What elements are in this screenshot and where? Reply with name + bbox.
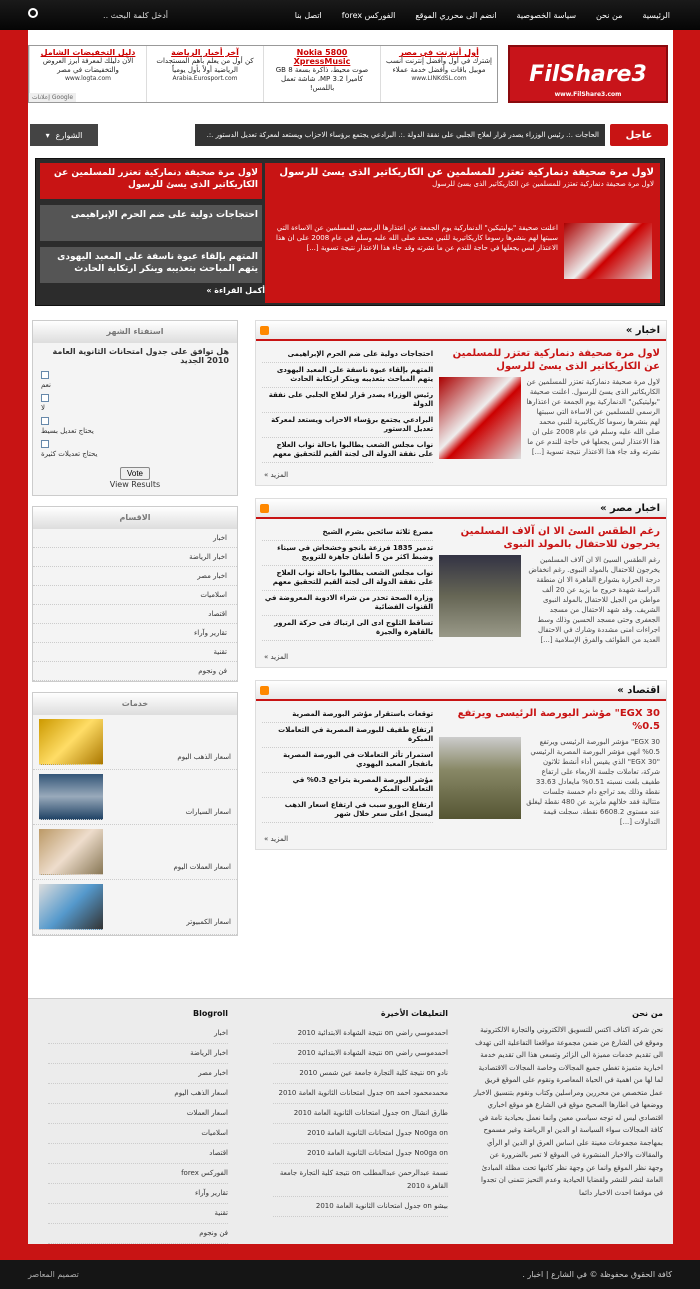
about-column xyxy=(473,1007,663,1199)
services-header: خدمات xyxy=(33,693,237,715)
site-logo[interactable] xyxy=(508,45,668,103)
ad-title[interactable]: أول أنترنت في مصر xyxy=(399,48,479,57)
section-header xyxy=(256,681,666,701)
section-lead xyxy=(433,525,660,645)
rss-icon[interactable] xyxy=(260,326,269,335)
vote-button[interactable]: Vote xyxy=(120,467,150,480)
blogroll-item[interactable]: اخبار الرياضة xyxy=(48,1044,228,1064)
nav-item-3[interactable]: انضم الى محرري الموقع xyxy=(415,10,497,20)
services-widget xyxy=(32,692,238,936)
ad-title[interactable]: دليل التخفيضات الشامل xyxy=(40,48,136,57)
lead-image[interactable] xyxy=(439,377,521,459)
blogroll-item[interactable]: تقنية xyxy=(48,1204,228,1224)
breaking-label: عاجل xyxy=(610,124,668,146)
categories-widget xyxy=(32,506,238,682)
comment-item[interactable]: No0ga on جدول امتحانات الثانوية العامة 2010 xyxy=(273,1144,448,1164)
poll-checkbox[interactable] xyxy=(41,394,49,402)
list-item[interactable]: ارتفاع اليورو سبب في ارتفاع اسعار الذهب ليسجل اعلى سعر خلال شهر xyxy=(262,798,433,823)
ad-item[interactable] xyxy=(146,46,263,102)
breaking-ticker[interactable]: الحاجات .:. رئيس الوزراء يصدر قرار لعلاج الجلبي على نفقة الدولة .:. البرادعي يجتمع برؤساء الاحزاب ويستعد لمعركة تعديل الدستور .:. xyxy=(195,124,605,146)
bottom-bar xyxy=(0,1260,700,1289)
category-item[interactable]: اخبار xyxy=(33,529,237,548)
more-link[interactable]: المزيد » xyxy=(264,653,289,661)
blogroll-item[interactable]: اخبار مصر xyxy=(48,1064,228,1084)
list-item[interactable]: مصرع ثلاثة سائحين بشرم الشيخ xyxy=(262,525,433,541)
category-item[interactable]: تقنية xyxy=(33,643,237,662)
page-container xyxy=(28,30,673,1244)
category-item[interactable]: فن ونجوم xyxy=(33,662,237,681)
category-item[interactable]: اقتصاد xyxy=(33,605,237,624)
section-list xyxy=(262,707,433,827)
chevron-down-icon: ▾ xyxy=(45,130,50,140)
footer-widgets xyxy=(28,998,673,1244)
nav-item-4[interactable]: الفوركس forex xyxy=(341,10,396,20)
lead-title[interactable]: EGX 30" مؤشر البورصة الرئيسى ويرتفع 0.5% xyxy=(457,708,660,732)
poll-widget xyxy=(32,320,238,496)
poll-option xyxy=(41,440,229,458)
service-item[interactable] xyxy=(33,880,237,935)
section-lead xyxy=(433,707,660,827)
ad-url[interactable]: Arabia.Eurosport.com xyxy=(172,75,238,82)
comment-item[interactable]: نسمة عبدالرحمن عبدالمطلب on نتيجة كلية التجارة جامعة القاهرة 2010 xyxy=(273,1164,448,1197)
nav-item-0[interactable]: الرئيسية xyxy=(642,10,670,20)
list-item[interactable]: المتهم بإلقاء عبوة ناسفة على المعبد اليهودى يتهم المباحث بتعذيبه وينكر ارتكابة الحادث xyxy=(262,363,433,388)
ad-desc: إشترك في أول وأفضل إنترنت أنسب موبيل باقات وأفضل خدمة عملاء xyxy=(385,57,492,74)
category-item[interactable]: اخبار الرياضة xyxy=(33,548,237,567)
section-list xyxy=(262,525,433,645)
designer-credit[interactable]: تصميم المعاصر xyxy=(28,1270,79,1279)
comment-item[interactable]: طارق انشال on جدول امتحانات الثانوية العامة 2010 xyxy=(273,1104,448,1124)
service-item[interactable] xyxy=(33,715,237,770)
poll-checkbox[interactable] xyxy=(41,417,49,425)
featured-side-item[interactable]: احتجاجات دولية على ضم الحرم الإبراهيمى xyxy=(40,205,262,241)
service-item[interactable] xyxy=(33,770,237,825)
poll-option-label: يحتاج تعديل بسيط xyxy=(41,427,94,435)
category-item[interactable]: اسلاميات xyxy=(33,586,237,605)
service-label[interactable]: اسعار الذهب اليوم xyxy=(177,753,231,761)
poll-checkbox[interactable] xyxy=(41,371,49,379)
list-item[interactable]: ارتفاع طفيف للبورصة المصرية في التعاملات المبكرة xyxy=(262,723,433,748)
section-title[interactable]: اخبار » xyxy=(625,324,660,336)
section-lead xyxy=(433,347,660,463)
poll-header: استفتاء الشهر xyxy=(33,321,237,343)
comments-header: التعليقات الأخيرة xyxy=(380,1009,448,1018)
comment-item[interactable]: بيشو on جدول امتحانات الثانوية العامة 2010 xyxy=(273,1197,448,1217)
blogroll-column xyxy=(48,1007,228,1244)
service-label[interactable]: اسعار الكمبيوتر xyxy=(186,918,231,926)
news-section xyxy=(255,680,667,850)
featured-title[interactable]: لاول مرة صحيفة دنماركية تعتزر للمسلمين عن الكاريكاتير الذى يسئ للرسول xyxy=(279,167,654,178)
featured-main[interactable] xyxy=(206,163,660,303)
blogroll-item[interactable]: اخبار xyxy=(48,1024,228,1044)
service-image[interactable] xyxy=(39,774,103,820)
about-header: من نحن xyxy=(632,1009,663,1018)
ad-banner xyxy=(28,45,498,103)
news-section xyxy=(255,320,667,486)
poll-option xyxy=(41,394,229,412)
ad-desc: كن أول من يعلم بأهم المستجدات الرياضية أولاً بأول يومياً xyxy=(156,57,254,74)
poll-question: هل توافق على جدول امتحانات الثانوية العامة 2010 الجديد xyxy=(52,347,229,365)
poll-option-label: نعم xyxy=(41,381,51,389)
poll-option xyxy=(41,417,229,435)
poll-option-label: يحتاج تعديلات كثيرة xyxy=(41,450,98,458)
lead-image[interactable] xyxy=(439,737,521,819)
service-image[interactable] xyxy=(39,884,103,930)
ad-url[interactable]: www.logta.com xyxy=(65,75,111,82)
list-item[interactable]: تساقط الثلوج ادى الى ارتباك فى حركة المرور بالقاهرة والجيزة xyxy=(262,616,433,641)
category-item[interactable]: اخبار مصر xyxy=(33,567,237,586)
lead-body: رغم الطقس السيئ الا ان آلاف المسلمين يخرجون للاحتفال بالمولد النبوى. رغم انخفاض درجة الحرارة بشوارع القاهرة الا ان منطقة الدراسة شهدة خروج ما يزيد عن 20 ألف مواطن من الجيل للاحتفال بالمولد النبوى الشريف. وقد شهد الاحتفال من مسجد الجعفرى وحتى مسجد الحسين وذلك وسط اجراءات امنى مشددة وشارك في الاحتفال العديد من الطوائف والفرق الإسلامية [...] xyxy=(528,556,660,644)
list-item[interactable]: وزارة الصحة تحذر من شراء الادوية المعروضة في القنوات الفضائية xyxy=(262,591,433,616)
featured-side-item[interactable]: لاول مرة صحيفة دنماركية تعتزر للمسلمين عن الكاريكاتير الذى يسئ للرسول xyxy=(40,163,262,199)
news-section xyxy=(255,498,667,668)
ad-title[interactable]: Nokia 5800 XpressMusic xyxy=(293,48,351,66)
list-item[interactable]: استمرار تأثر التعاملات في البورصة المصرية بانفجار المعبد اليهودي xyxy=(262,748,433,773)
list-item[interactable]: رئيس الوزراء يصدر قرار لعلاج الجلبي على نفقة الدولة xyxy=(262,388,433,413)
section-title[interactable]: اخبار مصر » xyxy=(600,502,660,514)
rss-icon[interactable] xyxy=(260,504,269,513)
lead-body: لاول مرة صحيفة دنماركية تعتزر للمسلمين عن الكاريكاتير الذى يسئ للرسول. اعلنت صحيفة "بوليتيكين" الدنماركية يوم الجمعة عن اعتذارها الرسمي للمسلمين عن الاساءة التي سببتها لهم بنشرها رسوما كاريكاتيرية للنبي محمد صلى الله عليه وسلم في عام 2008 على ان هذا الاعتذار ليس يجعلها في حاجة للندم عن ما نشرته وقد جاء هذا الاعتذار نتيجة تسوية [...] xyxy=(526,378,660,456)
search-input[interactable]: أدخل كلمة البحث .. xyxy=(103,10,168,20)
ad-desc: صوت محيط، ذاكرة بسعة 8 GB كاميرا 3.2 MP، شاشة تعمل باللمس! xyxy=(275,66,369,92)
section-header xyxy=(256,321,666,341)
featured-subtitle: لاول مرة صحيفة دنماركية تعتزر للمسلمين عن الكاريكاتير الذى يسئ للرسول xyxy=(432,180,654,188)
comment-item[interactable]: محمدمحمود احمد on جدول امتحانات الثانوية العامة 2010 xyxy=(273,1084,448,1104)
blogroll-item[interactable]: اسعار الذهب اليوم xyxy=(48,1084,228,1104)
logo-text: FilShare3 xyxy=(529,61,647,87)
rss-icon[interactable] xyxy=(260,686,269,695)
category-item[interactable]: تقارير وآراء xyxy=(33,624,237,643)
ad-title[interactable]: آخر أخبار الرياضة xyxy=(171,48,239,57)
section-body xyxy=(256,701,666,833)
lead-title[interactable]: رغم الطقس السئ الا ان آلاف المسلمين يخرجون للاحتفال بالمولد النبوى xyxy=(460,526,660,550)
category-select[interactable] xyxy=(30,124,98,146)
section-title[interactable]: اقتصاد » xyxy=(617,684,660,696)
service-image[interactable] xyxy=(39,719,103,765)
sidebar xyxy=(32,320,238,946)
lead-body: EGX 30" مؤشر البورصة الرئيسى ويرتفع 0.5% انهى مؤشر البورصة المصرية الرئيسي "EGX 30" الذي يقيس أداء أنشط ثلاثون شركة، تعاملات جلسة الاربعاء على ارتفاع طفيف بلغت نسبته 0.51% مايعادل 33.63 نقطة وذلك بعد تراجع دام خمسة جلسات متتالية فقد خلالهم مايزيد عن 480 نقطة ليغلق عند مستوى 6608.2 نقطة. سجلت قيمة التداولات [...] xyxy=(526,738,660,826)
comment-item[interactable]: احمدموسي راضي on نتيجة الشهادة الابتدائية 2010 xyxy=(273,1044,448,1064)
blogroll-item[interactable]: الفوركس forex xyxy=(48,1164,228,1184)
featured-slider xyxy=(35,158,665,306)
about-text: نحن شركة اكناف اكتس للتسويق الالكتروني والتجارة الالكترونية وموقع في الشارع من ضمن مجموعة مواقعنا التفاعلية التى تهدف الى تقديم خدمات مميزة الى الزائر وتسعى هذا الى تقديم خدمة اخبارية متميزة تغطي جميع المجالات وخاصة المجالات الاقتصادية لما لها من اهمية في الحياة المعاصرة ونقوم على الموقع فريق عمل متخصص من محررين ومراسلين وكتاب ونقوم بتنسيق الاخبار ووضعها في اطارها الصحيح موقع في الشارع هو موقع اخباري اقتصادي ليس له توجه سياسي معين وانما نعمل بحيادية تامة في كافة المجالات سواء السياسة او الدين او الرياضة وغير مسموح بمهاجمة مجموعات معينة على اساس العرق او الدين او الرأي والمقالات والاخبار المنشورة في الموقع لا تعبر بالضرورة عن وجهة نظر الموقع وانما عن وجهة نظر كاتبها تحت مظلة المبادئ العامة لنشر للنشر ولقضايا الحيادية وعدم التحيز تتمنى ان تجدوا في موقعنا احدث الاخبار دائما xyxy=(473,1026,663,1197)
section-body xyxy=(256,519,666,651)
list-item[interactable]: مؤشر البورصة المصرية يتراجع 0.3% في التعاملات المبكرة xyxy=(262,773,433,798)
search-box[interactable] xyxy=(28,7,168,23)
nav-item-1[interactable]: من نحن xyxy=(596,10,623,20)
featured-body: اعلنت صحيفة "بوليتيكين" الدنماركية يوم الجمعة عن اعتذارها الرسمي للمسلمين عن الاساءة التي سببتها لهم بنشرها رسوما كاريكاتيرية للنبي محمد صلى الله عليه وسلم في عام 2008 على ان هذا الاعتذار ليس يجعلها في حاجة للندم عن ما نشرته وقد جاء هذا الاعتذار نتيجة تسوية [...] xyxy=(275,224,558,252)
blogroll-item[interactable]: فن ونجوم xyxy=(48,1224,228,1244)
poll-option xyxy=(41,371,229,389)
comment-item[interactable]: احمدموسي راضي on نتيجة الشهادة الابتدائية 2010 xyxy=(273,1024,448,1044)
ad-url[interactable]: www.LINKdSL.com xyxy=(411,75,467,82)
ad-desc: الآن دليلك لمعرفة أبرز العروض والتخفيضات في مصر xyxy=(42,57,134,74)
service-label[interactable]: اسعار العملات اليوم xyxy=(173,863,231,871)
section-list xyxy=(262,347,433,463)
featured-side-item[interactable]: المتهم بإلقاء عبوة ناسفة على المعبد اليهودى يتهم المباحث بتعذيبه وينكر ارتكابة الحادث xyxy=(40,247,262,283)
categories-header: الاقسام xyxy=(33,507,237,529)
logo-url: www.FilShare3.com xyxy=(554,91,622,98)
top-navigation xyxy=(285,0,680,30)
blogroll-header: Blogroll xyxy=(193,1009,228,1018)
service-item[interactable] xyxy=(33,825,237,880)
select-label: الشوارع xyxy=(55,130,83,140)
header xyxy=(28,42,673,112)
section-header xyxy=(256,499,666,519)
comments-column xyxy=(273,1007,448,1217)
lead-title[interactable]: لاول مرة صحيفة دنماركية تعتزر للمسلمين عن الكاريكاتير الذى يسئ للرسول xyxy=(452,348,660,372)
top-bar xyxy=(0,0,700,30)
nav-item-2[interactable]: سياسة الخصوصية xyxy=(516,10,577,20)
list-item[interactable]: احتجاجات دولية على ضم الحرم الإبراهيمى xyxy=(262,347,433,363)
search-icon[interactable] xyxy=(28,8,38,18)
blogroll-item[interactable]: اقتصاد xyxy=(48,1144,228,1164)
google-ads-label[interactable]: Google إعلانات xyxy=(29,93,76,102)
more-link[interactable]: المزيد » xyxy=(264,471,289,479)
blogroll-item[interactable]: تقارير وآراء xyxy=(48,1184,228,1204)
featured-side-list xyxy=(40,168,262,289)
ad-item[interactable] xyxy=(263,46,380,102)
copyright: كافة الحقوق محفوظة © في الشارع | اخبار . xyxy=(522,1270,672,1279)
list-item[interactable]: تدمير 1835 فرزعة بانجو وخشخاش في سيناء وضبط اكثر من 5 أطنان جاهزة للترويج xyxy=(262,541,433,566)
ad-item[interactable] xyxy=(380,46,497,102)
poll-option-label: لا xyxy=(41,404,45,412)
blogroll-item[interactable]: اسلاميات xyxy=(48,1124,228,1144)
featured-image[interactable] xyxy=(564,223,652,279)
breaking-news-bar xyxy=(28,122,673,150)
poll-checkbox[interactable] xyxy=(41,440,49,448)
list-item[interactable]: نواب مجلس الشعب يطالبوا باحالة نواب العلاج على نفقة الدولة الى لجنة القيم للتحقيق معهم xyxy=(262,438,433,463)
nav-item-5[interactable]: اتصل بنا xyxy=(294,10,322,20)
comment-item[interactable]: No0ga on جدول امتحانات الثانوية العامة 2010 xyxy=(273,1124,448,1144)
list-item[interactable]: نواب مجلس الشعب يطالبوا باحالة نواب العلاج على نفقة الدولة الى لجنة القيم للتحقيق معهم xyxy=(262,566,433,591)
list-item[interactable]: توقعات باستقرار مؤشر البورصة المصرية xyxy=(262,707,433,723)
lead-image[interactable] xyxy=(439,555,521,637)
read-more-link[interactable]: أكمل القراءة » xyxy=(206,286,265,295)
more-link[interactable]: المزيد » xyxy=(264,835,289,843)
list-item[interactable]: البرادعي يجتمع برؤساء الاحزاب ويستعد لمعركة تعديل الدستور xyxy=(262,413,433,438)
main-content xyxy=(255,320,667,862)
section-body xyxy=(256,341,666,469)
blogroll-item[interactable]: اسعار العملات xyxy=(48,1104,228,1124)
service-image[interactable] xyxy=(39,829,103,875)
comment-item[interactable]: نادو on نتيجة كلية التجارة جامعة عين شمس 2010 xyxy=(273,1064,448,1084)
view-results-link[interactable]: View Results xyxy=(109,480,161,489)
service-label[interactable]: اسعار السيارات xyxy=(185,808,231,816)
